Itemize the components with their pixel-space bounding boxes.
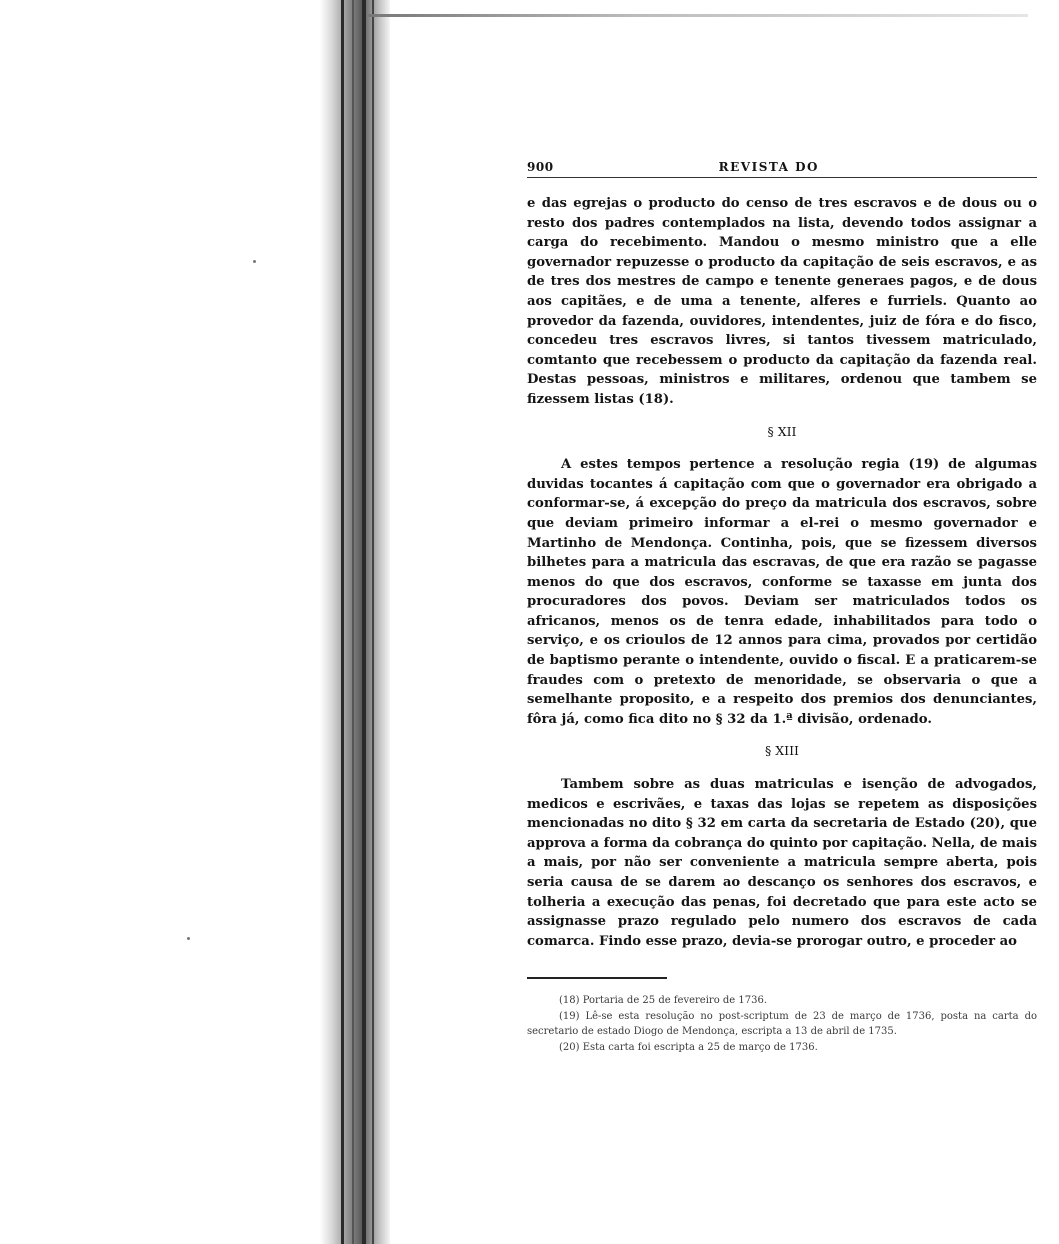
- page-number: 900: [527, 160, 554, 174]
- footnote: (18) Portaria de 25 de fevereiro de 1736.: [559, 995, 768, 1007]
- section-heading: § XIII: [765, 743, 799, 759]
- binding-gutter-shadow: [0, 0, 390, 1244]
- spine-line: [341, 0, 344, 1244]
- running-head-title: REVISTA DO: [718, 160, 819, 174]
- scan-speck: [187, 937, 190, 940]
- body-text: [527, 194, 1037, 951]
- footnotes: [527, 993, 1037, 1055]
- section-heading: § XII: [767, 423, 797, 439]
- paragraph: e das egrejas o producto do censo de tres escravos e de dous ou o resto dos padres contemplados na lista, devendo todos assignar a carga do recebimento. Mandou o mesmo ministro que a elle governador repuzesse o producto da capitação de seis escravos, e as de tres dos mestres de campo e tenente generaes pagos, e de dous aos capitães, e de uma a tenente, alferes e furriels. Quanto ao provedor da fazenda, ouvidores, intendentes, juiz de fóra e do fisco, concedeu tres escravos livres, si tantos tivessem matriculado, comtanto que recebessem o producto da capitação da fazenda real. Destas pessoas, ministros e militares, ordenou que tambem se fizessem listas (18).: [527, 196, 1037, 407]
- paragraph: Tambem sobre as duas matriculas e isenção de advogados, medicos e escrivães, e taxas das lojas se repetem as disposições mencionadas no dito § 32 em carta da secretaria de Estado (20), que approva a forma da cobrança do quinto por capitação. Nella, de mais a mais, por não ser conveniente a matricula sempre aberta, pois seria causa de se darem ao descanço os senhores dos escravos, e tolheria a execução das penas, foi decretado que para este acto se assignasse prazo regulado pelo numero dos escravos de cada comarca. Findo esse prazo, devia-se prorogar outro, e proceder ao: [527, 777, 1037, 949]
- page-top-edge: [368, 14, 1028, 17]
- spine-line: [362, 0, 366, 1244]
- scan-speck: [253, 260, 256, 263]
- spine-line: [372, 0, 374, 1244]
- book-page: [527, 160, 1037, 1055]
- footnote: (20) Esta carta foi escripta a 25 de março de 1736.: [559, 1041, 818, 1053]
- paragraph: A estes tempos pertence a resolução regia (19) de algumas duvidas tocantes á capitação com que o governador era obrigado a conformar-se, á excepção do preço da matricula dos escravos, sobre que deviam primeiro informar a el-rei o mesmo governador e Martinho de Mendonça. Continha, pois, que se fizessem diversos bilhetes para a matricula das escravas, de que era razão se pagasse menos do que dos escravos, conforme se taxasse em junta dos procuradores dos povos. Deviam ser matriculados todos os africanos, menos os de tenra edade, inhabilitados para todo o serviço, e os crioulos de 12 annos para cima, provados por certidão de baptismo perante o intendente, ouvido o fiscal. E a praticarem-se fraudes com o pretexto de menoridade, se observaria o que a semelhante proposito, e a respeito dos premios dos denunciantes, fôra já, como fica dito no § 32 da 1.ª divisão, ordenado.: [527, 457, 1037, 727]
- footnote: (19) Lê-se esta resolução no post-scriptum de 23 de março de 1736, posta na carta do secretario de estado Diogo de Mendonça, escripta a 13 de abril de 1735.: [527, 1010, 1037, 1038]
- running-head: [527, 160, 1037, 178]
- footnote-rule: [527, 977, 667, 979]
- spine-line: [352, 0, 354, 1244]
